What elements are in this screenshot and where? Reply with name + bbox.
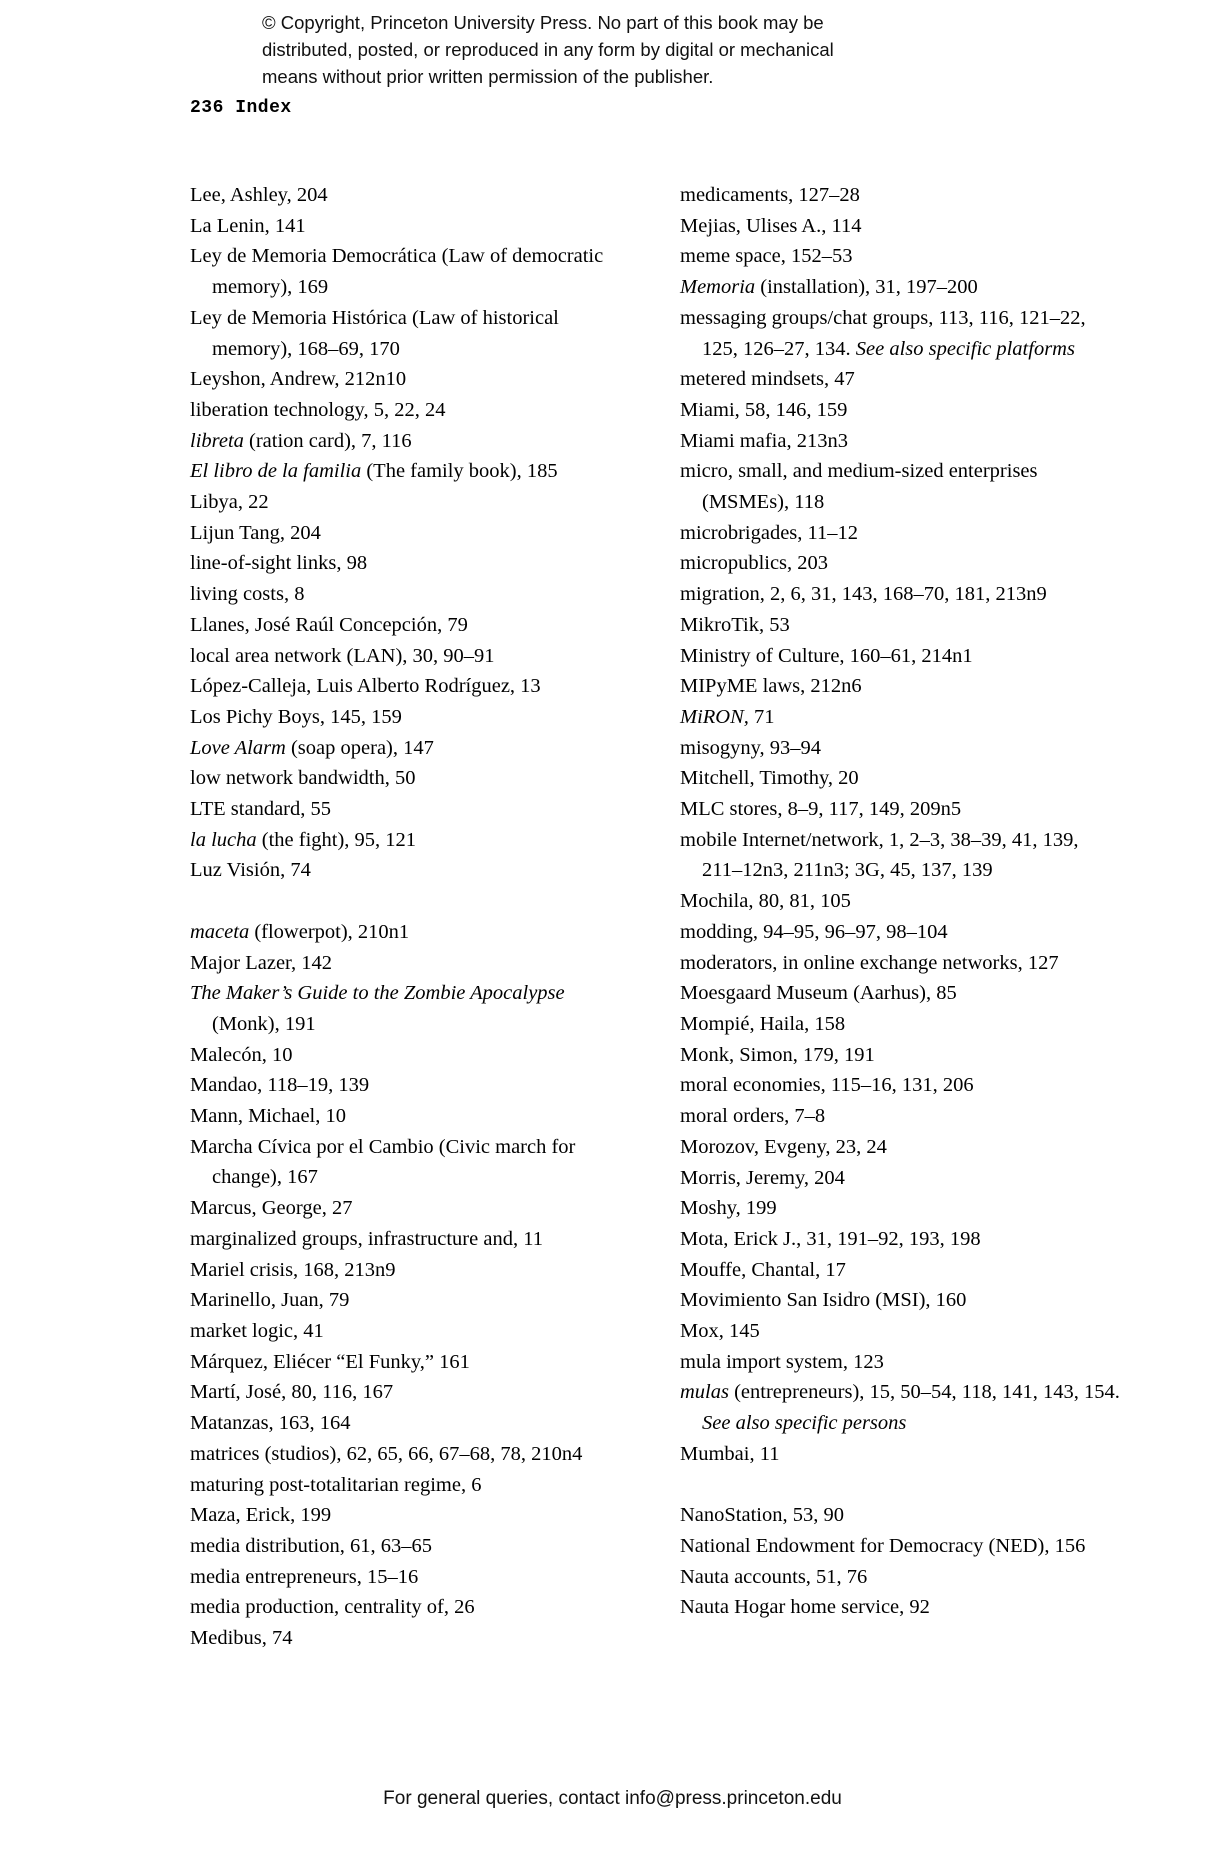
index-entry-text: Martí, José, 80, 116, 167 — [190, 1381, 394, 1404]
index-entry — [680, 1224, 1120, 1255]
index-entry — [190, 456, 610, 487]
index-entry — [680, 1132, 1120, 1163]
index-entry-text: media production, centrality of, 26 — [190, 1596, 475, 1619]
index-entry — [680, 1316, 1120, 1347]
index-entry — [680, 886, 1120, 917]
index-entry-text: NanoStation, 53, 90 — [680, 1504, 844, 1527]
copyright-notice — [262, 10, 962, 90]
page-folio: 236 Index — [190, 98, 292, 118]
index-entry — [680, 364, 1120, 395]
index-entry — [680, 303, 1120, 364]
index-entry-title: mulas — [680, 1381, 729, 1404]
index-entry — [190, 610, 610, 641]
index-entry — [190, 1193, 610, 1224]
index-entry-title: El libro de la familia — [190, 460, 362, 483]
index-entry — [680, 1193, 1120, 1224]
index-entry — [680, 211, 1120, 242]
index-entry-text: Ministry of Culture, 160–61, 214n1 — [680, 644, 973, 667]
index-columns — [0, 180, 1225, 1654]
index-entry-text: moderators, in online exchange networks, 127 — [680, 951, 1059, 974]
index-entry-text: Morozov, Evgeny, 23, 24 — [680, 1135, 887, 1158]
index-entry — [680, 702, 1120, 733]
index-entry — [680, 948, 1120, 979]
index-entry — [190, 1439, 610, 1470]
copyright-line-1: © Copyright, Princeton University Press. No part of this book may be — [262, 12, 824, 33]
index-entry-text: migration, 2, 6, 31, 143, 168–70, 181, 213n9 — [680, 583, 1047, 606]
index-entry — [680, 241, 1120, 272]
index-entry-text: (Monk), 191 — [212, 1012, 316, 1035]
index-entry — [680, 1500, 1120, 1531]
index-entry-text: Nauta Hogar home service, 92 — [680, 1596, 930, 1619]
index-entry-text: National Endowment for Democracy (NED), 156 — [680, 1534, 1086, 1557]
index-entry-text: Leyshon, Andrew, 212n10 — [190, 368, 407, 391]
index-entry — [680, 610, 1120, 641]
index-entry — [190, 1224, 610, 1255]
index-entry — [680, 456, 1120, 517]
index-entry — [680, 180, 1120, 211]
index-entry — [190, 1592, 610, 1623]
index-entry — [190, 180, 610, 211]
index-entry — [190, 978, 610, 1039]
index-entry-text: modding, 94–95, 96–97, 98–104 — [680, 920, 948, 943]
index-entry-text: Llanes, José Raúl Concepción, 79 — [190, 613, 468, 636]
index-entry — [190, 1316, 610, 1347]
index-entry-text: liberation technology, 5, 22, 24 — [190, 398, 446, 421]
index-entry-text: Mouffe, Chantal, 17 — [680, 1258, 846, 1281]
index-entry — [680, 671, 1120, 702]
copyright-line-3: means without prior written permission of the publisher. — [262, 65, 714, 87]
index-entry-crossref: See also specific persons — [702, 1412, 907, 1435]
index-entry — [680, 763, 1120, 794]
index-entry-text: Luz Visión, 74 — [190, 859, 311, 882]
index-entry-text: Ley de Memoria Histórica (Law of historical memory), 168–69, 170 — [190, 306, 559, 360]
index-entry-text: (flowerpot), 210n1 — [249, 920, 410, 943]
index-entry — [680, 825, 1120, 886]
index-entry — [190, 579, 610, 610]
index-entry-text: living costs, 8 — [190, 583, 305, 606]
index-entry — [680, 1347, 1120, 1378]
index-entry — [190, 641, 610, 672]
index-entry-text: Mitchell, Timothy, 20 — [680, 767, 859, 790]
index-entry-text: market logic, 41 — [190, 1320, 324, 1342]
index-entry-text: (soap opera), 147 — [285, 736, 434, 759]
index-entry-text: MikroTik, 53 — [680, 613, 790, 636]
index-entry — [680, 1531, 1120, 1562]
index-entry-text: MLC stores, 8–9, 117, 149, 209n5 — [680, 798, 962, 821]
index-entry-text: Mox, 145 — [680, 1320, 760, 1343]
index-entry-title: maceta — [190, 920, 250, 943]
index-entry-text: La Lenin, 141 — [190, 214, 306, 237]
index-entry-text: microbrigades, 11–12 — [680, 521, 859, 544]
index-entry — [680, 794, 1120, 825]
index-entry-title: libreta — [190, 429, 244, 452]
index-entry-title: Memoria — [680, 276, 756, 299]
index-entry-text: Medibus, 74 — [190, 1627, 293, 1650]
index-entry-text: meme space, 152–53 — [680, 245, 853, 268]
index-entry — [190, 1470, 610, 1501]
index-entry-text: (installation), 31, 197–200 — [755, 276, 978, 299]
index-entry — [680, 1101, 1120, 1132]
index-entry — [190, 1377, 610, 1408]
index-entry-text: Marcha Cívica por el Cambio (Civic march for change), 167 — [190, 1135, 576, 1189]
copyright-line-2: distributed, posted, or reproduced in any form by digital or mechanical — [262, 38, 834, 60]
index-entry-text: micro, small, and medium-sized enterprises (MSMEs), 118 — [680, 460, 1038, 514]
index-entry — [190, 426, 610, 457]
index-entry-text: Márquez, Eliécer “El Funky,” 161 — [190, 1350, 470, 1373]
page-footer: For general queries, contact info@press.princeton.edu — [383, 1788, 842, 1809]
index-entry — [190, 303, 610, 364]
index-entry — [190, 518, 610, 549]
index-entry — [190, 1285, 610, 1316]
index-entry-text: Mejias, Ulises A., 114 — [680, 214, 862, 237]
index-entry-text: Movimiento San Isidro (MSI), 160 — [680, 1289, 967, 1312]
index-entry-text: Lijun Tang, 204 — [190, 521, 321, 544]
index-entry — [190, 1255, 610, 1286]
index-entry-text: Miami mafia, 213n3 — [680, 429, 848, 452]
index-entry-text: metered mindsets, 47 — [680, 368, 855, 391]
index-entry — [190, 1500, 610, 1531]
index-entry-text: matrices (studios), 62, 65, 66, 67–68, 78, 210n4 — [190, 1442, 583, 1465]
index-entry-text: line-of-sight links, 98 — [190, 552, 368, 575]
index-entry-text: Major Lazer, 142 — [190, 951, 333, 974]
index-entry — [680, 548, 1120, 579]
index-entry-text: (the fight), 95, 121 — [256, 828, 417, 851]
index-entry-text: media distribution, 61, 63–65 — [190, 1534, 432, 1557]
index-entry — [190, 917, 610, 948]
index-entry-crossref: See also specific platforms — [855, 337, 1075, 360]
index-entry — [680, 641, 1120, 672]
index-entry-text: Malecón, 10 — [190, 1043, 293, 1066]
index-entry — [190, 1562, 610, 1593]
index-entry — [680, 1070, 1120, 1101]
index-entry-text: Libya, 22 — [190, 491, 269, 514]
index-entry — [190, 855, 610, 886]
index-entry — [680, 1377, 1120, 1438]
index-entry-text: Moesgaard Museum (Aarhus), 85 — [680, 982, 957, 1005]
index-entry-text: Marcus, George, 27 — [190, 1197, 353, 1220]
index-entry-text: (The family book), 185 — [361, 460, 558, 483]
index-entry-text: Maza, Erick, 199 — [190, 1504, 332, 1527]
index-entry — [190, 241, 610, 302]
index-entry — [680, 1255, 1120, 1286]
index-entry — [680, 1163, 1120, 1194]
index-entry-text: Mariel crisis, 168, 213n9 — [190, 1258, 396, 1281]
index-entry-text: messaging groups/chat groups, 113, 116, 121–22, 125, 126–27, 134. — [680, 306, 1086, 360]
index-entry — [680, 917, 1120, 948]
index-entry — [190, 825, 610, 856]
index-entry — [680, 272, 1120, 303]
index-entry-text: Morris, Jeremy, 204 — [680, 1166, 845, 1189]
index-entry — [190, 1101, 610, 1132]
index-entry — [190, 211, 610, 242]
index-entry-text: Mann, Michael, 10 — [190, 1105, 346, 1128]
index-entry — [190, 548, 610, 579]
index-entry — [680, 733, 1120, 764]
index-entry — [190, 1408, 610, 1439]
index-entry-text: Los Pichy Boys, 145, 159 — [190, 705, 402, 728]
index-entry-text: Mandao, 118–19, 139 — [190, 1074, 370, 1097]
index-entry — [680, 518, 1120, 549]
index-entry — [680, 1592, 1120, 1623]
index-entry-text: Matanzas, 163, 164 — [190, 1412, 351, 1435]
index-entry — [190, 948, 610, 979]
index-entry-text: 71 — [748, 705, 775, 728]
index-entry-text: López-Calleja, Luis Alberto Rodríguez, 13 — [190, 675, 541, 698]
index-entry-text: micropublics, 203 — [680, 552, 829, 575]
index-entry — [680, 978, 1120, 1009]
index-entry — [680, 1009, 1120, 1040]
index-entry-text: moral orders, 7–8 — [680, 1105, 826, 1128]
index-entry-text: (ration card), 7, 116 — [243, 429, 412, 452]
index-entry-text: Monk, Simon, 179, 191 — [680, 1043, 875, 1066]
index-entry-text: local area network (LAN), 30, 90–91 — [190, 644, 495, 667]
index-entry-text: marginalized groups, infrastructure and, 11 — [190, 1227, 543, 1250]
index-entry — [680, 1040, 1120, 1071]
index-entry — [680, 579, 1120, 610]
index-entry — [190, 671, 610, 702]
index-entry-text: Marinello, Juan, 79 — [190, 1289, 350, 1312]
index-column-left — [190, 180, 610, 1654]
index-entry — [680, 426, 1120, 457]
index-entry-text: moral economies, 115–16, 131, 206 — [680, 1074, 974, 1097]
index-entry-text: Nauta accounts, 51, 76 — [680, 1565, 868, 1588]
index-entry — [680, 1285, 1120, 1316]
index-entry — [190, 702, 610, 733]
index-entry — [680, 1562, 1120, 1593]
index-entry — [190, 1040, 610, 1071]
index-entry-text: Mompié, Haila, 158 — [680, 1012, 846, 1035]
index-entry — [190, 364, 610, 395]
index-entry-text: Mumbai, 11 — [680, 1442, 780, 1465]
index-column-right — [680, 180, 1120, 1654]
index-letter-gap — [190, 886, 610, 917]
index-entry-text: MIPyME laws, 212n6 — [680, 675, 862, 698]
index-entry-title: la lucha — [190, 828, 257, 851]
index-entry — [190, 487, 610, 518]
index-entry-title: Love Alarm — [190, 736, 286, 759]
index-entry — [190, 733, 610, 764]
index-entry-text: Lee, Ashley, 204 — [190, 184, 328, 206]
index-entry — [190, 395, 610, 426]
index-letter-gap — [680, 1470, 1120, 1501]
index-entry-text: Miami, 58, 146, 159 — [680, 398, 848, 421]
index-entry — [680, 395, 1120, 426]
index-entry-text: LTE standard, 55 — [190, 798, 332, 821]
index-entry-text: Ley de Memoria Democrática (Law of democratic memory), 169 — [190, 245, 604, 299]
index-entry — [680, 1439, 1120, 1470]
index-entry — [190, 794, 610, 825]
index-entry-text: (entrepreneurs), 15, 50–54, 118, 141, 143, 154. — [728, 1381, 1120, 1404]
index-entry-text: low network bandwidth, 50 — [190, 767, 416, 790]
index-entry — [190, 763, 610, 794]
index-entry — [190, 1623, 610, 1654]
index-entry-text: maturing post-totalitarian regime, 6 — [190, 1473, 482, 1496]
index-entry-text: mula import system, 123 — [680, 1350, 884, 1373]
index-entry-text: Moshy, 199 — [680, 1197, 777, 1220]
index-entry-text: media entrepreneurs, 15–16 — [190, 1565, 419, 1588]
index-entry-text: Mota, Erick J., 31, 191–92, 193, 198 — [680, 1227, 981, 1250]
index-entry — [190, 1531, 610, 1562]
index-entry-text: mobile Internet/network, 1, 2–3, 38–39, 41, 139, 211–12n3, 211n3; 3G, 45, 137, 139 — [680, 828, 1079, 882]
index-entry — [190, 1347, 610, 1378]
index-entry-title: MiRON, — [680, 705, 749, 728]
index-entry-text: Mochila, 80, 81, 105 — [680, 890, 851, 913]
index-entry-text: misogyny, 93–94 — [680, 736, 822, 759]
index-entry-text: medicaments, 127–28 — [680, 184, 860, 206]
index-entry — [190, 1132, 610, 1193]
index-entry-title: The Maker’s Guide to the Zombie Apocalypse — [190, 982, 565, 1005]
index-entry — [190, 1070, 610, 1101]
